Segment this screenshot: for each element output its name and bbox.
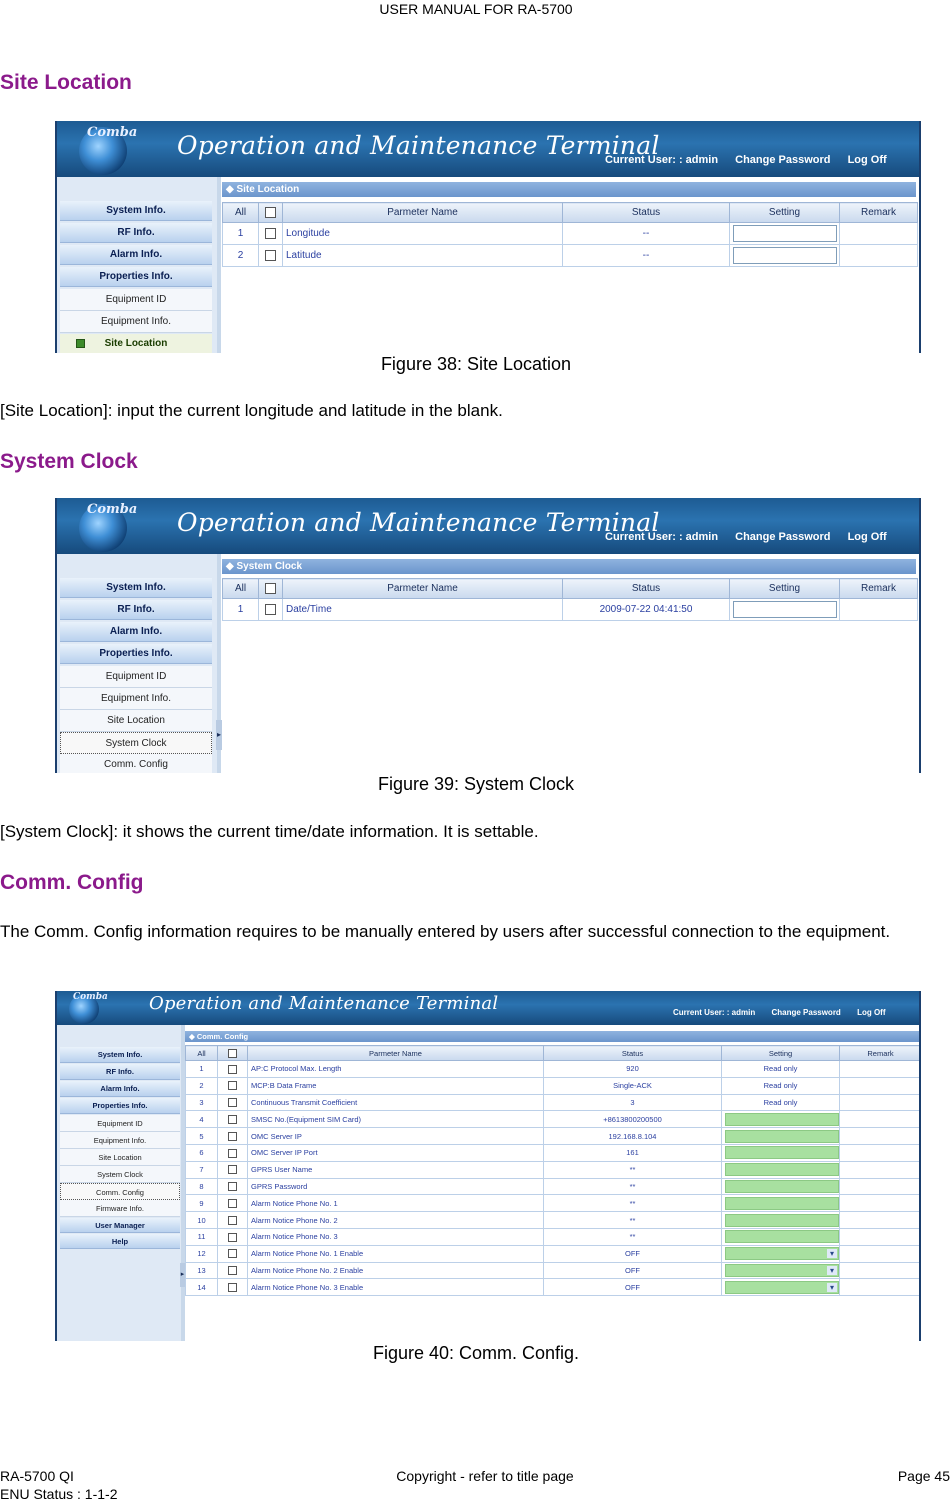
row-setting-cell [730,245,840,267]
longitude-input[interactable] [733,225,837,242]
row-check-cell [218,1094,248,1111]
table-row [186,1144,922,1161]
row-check-cell [218,1128,248,1145]
row-checkbox[interactable] [228,1132,237,1141]
row-checkbox[interactable] [228,1065,237,1074]
row-setting-cell [730,599,840,621]
site-location-table [222,202,918,267]
row-number: 14 [186,1279,218,1296]
diamond-icon: ◆ [226,184,237,195]
col-setting: Setting [730,203,840,223]
sidebar [57,554,217,773]
comm-config-heading: Comm. Config [0,871,144,894]
row-parameter-name: Alarm Notice Phone No. 2 [248,1212,544,1229]
brand-logo: Comba [87,502,138,517]
sidebar-item-comm-config[interactable]: Comm. Config [60,1183,180,1200]
row-check-cell [218,1262,248,1279]
row-status: 161 [544,1144,722,1161]
row-status: ** [544,1161,722,1178]
row-parameter-name: Latitude [283,245,563,267]
row-remark [840,1195,922,1212]
row-status: -- [563,223,730,245]
row-setting-cell [722,1111,840,1128]
comm-config-screenshot [55,991,921,1341]
comm-config-table [185,1045,921,1296]
row-setting-cell [722,1161,840,1178]
row-setting: Read only [722,1077,840,1094]
setting-input[interactable] [725,1214,839,1227]
row-number: 13 [186,1262,218,1279]
col-parameter-name: Parmeter Name [248,1046,544,1061]
row-checkbox[interactable] [228,1216,237,1225]
row-check-cell [218,1061,248,1078]
row-number: 2 [223,245,259,267]
sidebar [57,1025,181,1341]
sidebar-item-firmware-info[interactable]: Firmware Info. [60,1200,180,1217]
diamond-icon: ◆ [226,561,237,572]
brand-logo: Comba [87,125,138,140]
row-check-cell [218,1111,248,1128]
change-password-link[interactable]: Change Password [735,154,831,166]
row-parameter-name: Alarm Notice Phone No. 2 Enable [248,1262,544,1279]
row-parameter-name: AP:C Protocol Max. Length [248,1061,544,1078]
row-parameter-name: Longitude [283,223,563,245]
row-status: ** [544,1195,722,1212]
sidebar-alarm-info[interactable]: Alarm Info. [60,1081,180,1097]
row-remark [840,1161,922,1178]
row-check-cell [218,1245,248,1262]
log-off-link[interactable]: Log Off [857,1008,886,1017]
sidebar-item-comm-config[interactable]: Comm. Config [60,754,212,773]
row-status: 920 [544,1061,722,1078]
row-check-cell [218,1212,248,1229]
figure-40-caption: Figure 40: Comm. Config. [372,1343,580,1363]
setting-input[interactable] [725,1197,839,1210]
row-check-cell [259,223,283,245]
sidebar-rf-info[interactable]: RF Info. [60,223,212,243]
row-setting-cell [722,1195,840,1212]
row-parameter-name: Alarm Notice Phone No. 1 Enable [248,1245,544,1262]
row-parameter-name: Date/Time [283,599,563,621]
sidebar [57,177,217,353]
document-header: USER MANUAL FOR RA-5700 [379,1,573,17]
chevron-down-icon: ▾ [827,1283,837,1292]
table-row [186,1279,922,1296]
col-remark: Remark [840,579,918,599]
user-bar [605,531,887,543]
row-parameter-name: Alarm Notice Phone No. 3 [248,1228,544,1245]
sidebar-properties-info[interactable]: Properties Info. [60,267,212,287]
row-setting-cell [722,1262,840,1279]
row-number: 10 [186,1212,218,1229]
row-setting: Read only [722,1061,840,1078]
row-checkbox[interactable] [228,1115,237,1124]
row-status: ** [544,1228,722,1245]
change-password-link[interactable]: Change Password [735,531,831,543]
row-checkbox[interactable] [228,1249,237,1258]
sidebar-item-system-clock[interactable]: System Clock [60,1166,180,1183]
setting-input[interactable] [725,1113,839,1126]
date-time-input[interactable] [733,601,837,618]
row-number: 12 [186,1245,218,1262]
setting-input[interactable] [725,1146,839,1159]
panel-title-bar [222,559,916,574]
row-number: 6 [186,1144,218,1161]
row-remark [840,1212,922,1229]
setting-input[interactable] [725,1163,839,1176]
setting-select[interactable] [725,1264,839,1277]
row-checkbox[interactable] [265,604,276,615]
row-setting-cell [722,1228,840,1245]
col-parameter-name: Parmeter Name [283,579,563,599]
sidebar-alarm-info[interactable]: Alarm Info. [60,245,212,265]
row-parameter-name: MCP:B Data Frame [248,1077,544,1094]
row-checkbox[interactable] [228,1098,237,1107]
system-clock-table [222,578,918,621]
row-check-cell [259,599,283,621]
current-user-label: Current User: : admin [605,154,719,166]
row-setting: Read only [722,1094,840,1111]
row-remark [840,1077,922,1094]
table-row [186,1178,922,1195]
select-all-checkbox[interactable] [265,583,276,594]
row-number: 1 [223,599,259,621]
row-remark [840,1279,922,1296]
app-title: Operation and Maintenance Terminal [149,993,499,1014]
sidebar-rf-info[interactable]: RF Info. [60,1064,180,1080]
select-all-cell [218,1046,248,1061]
table-row [186,1094,922,1111]
figure-38-caption: Figure 38: Site Location [380,354,572,374]
system-clock-screenshot [55,498,921,773]
sidebar-alarm-info[interactable]: Alarm Info. [60,622,212,642]
comm-config-intro: The Comm. Config information requires to be manually entered by users after successful connection to the equipment. [0,922,891,941]
row-check-cell [218,1161,248,1178]
row-checkbox[interactable] [228,1182,237,1191]
system-clock-heading: System Clock [0,450,138,473]
panel-title-bar [185,1031,920,1042]
table-header-row [223,579,918,599]
row-status: ** [544,1212,722,1229]
app-title: Operation and Maintenance Terminal [177,131,660,160]
sidebar-item-site-location[interactable]: Site Location [60,710,212,732]
row-parameter-name: GPRS Password [248,1178,544,1195]
col-remark: Remark [840,203,918,223]
row-checkbox[interactable] [228,1199,237,1208]
sidebar-system-info[interactable]: System Info. [60,201,212,221]
row-number: 8 [186,1178,218,1195]
row-status: 192.168.8.104 [544,1128,722,1145]
table-row [186,1245,922,1262]
row-parameter-name: Alarm Notice Phone No. 1 [248,1195,544,1212]
row-checkbox[interactable] [228,1081,237,1090]
row-number: 1 [186,1061,218,1078]
col-parameter-name: Parmeter Name [283,203,563,223]
table-row [186,1161,922,1178]
diamond-icon: ◆ [189,1032,197,1041]
table-row [186,1212,922,1229]
panel-title: Comm. Config [196,1032,249,1041]
log-off-link[interactable]: Log Off [847,531,887,543]
setting-input[interactable] [725,1180,839,1193]
select-all-cell [259,579,283,599]
sidebar-properties-info[interactable]: Properties Info. [60,644,212,664]
sidebar-item-equipment-id[interactable]: Equipment ID [60,666,212,688]
row-checkbox[interactable] [228,1233,237,1242]
row-setting-cell [722,1144,840,1161]
system-clock-description: [System Clock]: it shows the current time/date information. It is settable. [0,822,539,841]
row-number: 2 [186,1077,218,1094]
user-bar [673,1008,886,1017]
panel-title: System Clock [236,561,303,572]
row-check-cell [218,1077,248,1094]
sidebar-item-equipment-info[interactable]: Equipment Info. [60,688,212,710]
app-title: Operation and Maintenance Terminal [177,508,660,537]
row-check-cell [218,1144,248,1161]
col-status: Status [544,1046,722,1061]
chevron-down-icon: ▾ [827,1266,837,1275]
row-setting-cell [730,223,840,245]
row-number: 5 [186,1128,218,1145]
row-check-cell [218,1195,248,1212]
row-check-cell [259,245,283,267]
row-number: 11 [186,1228,218,1245]
col-remark: Remark [840,1046,922,1061]
sidebar-system-info[interactable]: System Info. [60,1047,180,1063]
app-banner [57,991,919,1025]
row-checkbox[interactable] [228,1165,237,1174]
row-number: 7 [186,1161,218,1178]
row-status: ** [544,1178,722,1195]
row-remark [840,245,918,267]
sidebar-user-manager[interactable]: User Manager [60,1218,180,1233]
row-status: OFF [544,1245,722,1262]
setting-input[interactable] [725,1230,839,1243]
footer-page-number: Page 45 [897,1468,950,1484]
row-check-cell [218,1279,248,1296]
app-banner [57,121,919,177]
footer-status: ENU Status : 1-1-2 [0,1486,118,1502]
table-row [223,223,918,245]
table-row [186,1128,922,1145]
row-parameter-name: GPRS User Name [248,1161,544,1178]
footer-copyright: Copyright - refer to title page [396,1468,574,1484]
arrow-icon [76,339,85,348]
row-setting-cell [722,1212,840,1229]
col-all[interactable]: All [223,579,259,599]
row-checkbox[interactable] [265,228,276,239]
sidebar-item-equipment-info[interactable]: Equipment Info. [60,311,212,333]
row-status: -- [563,245,730,267]
sidebar-rf-info[interactable]: RF Info. [60,600,212,620]
row-setting-cell [722,1279,840,1296]
col-setting: Setting [722,1046,840,1061]
col-setting: Setting [730,579,840,599]
sidebar-system-info[interactable]: System Info. [60,578,212,598]
table-header-row [223,203,918,223]
row-status: 2009-07-22 04:41:50 [563,599,730,621]
select-all-checkbox[interactable] [228,1049,237,1058]
sidebar-item-equipment-id[interactable]: Equipment ID [60,289,212,311]
site-location-description: [Site Location]: input the current longitude and latitude in the blank. [0,401,503,420]
sidebar-item-equipment-info[interactable]: Equipment Info. [60,1132,180,1149]
row-number: 4 [186,1111,218,1128]
sidebar-item-label: Site Location [104,338,168,349]
panel-title: Site Location [236,184,300,195]
table-header-row [186,1046,922,1061]
row-parameter-name: SMSC No.(Equipment SIM Card) [248,1111,544,1128]
sidebar-help[interactable]: Help [60,1234,180,1249]
setting-select[interactable] [725,1247,839,1260]
brand-logo: Comba [73,992,108,1002]
row-checkbox[interactable] [265,250,276,261]
app-banner [57,498,919,554]
table-row [186,1077,922,1094]
row-number: 1 [223,223,259,245]
change-password-link[interactable]: Change Password [771,1008,841,1017]
site-location-screenshot [55,121,921,353]
row-status: OFF [544,1262,722,1279]
row-status: Single-ACK [544,1077,722,1094]
row-status: OFF [544,1279,722,1296]
row-check-cell [218,1178,248,1195]
panel-title-bar [222,182,916,197]
row-remark [840,599,918,621]
row-remark [840,1111,922,1128]
row-remark [840,1144,922,1161]
sidebar-item-site-location[interactable] [60,334,212,353]
row-parameter-name: Alarm Notice Phone No. 3 Enable [248,1279,544,1296]
select-all-checkbox[interactable] [265,207,276,218]
collapse-arrow-icon[interactable]: ▸ [216,720,222,750]
table-row [186,1262,922,1279]
row-remark [840,1262,922,1279]
chevron-down-icon: ▾ [827,1249,837,1258]
setting-select[interactable] [725,1281,839,1294]
row-remark [840,1178,922,1195]
row-remark [840,1128,922,1145]
row-setting-cell [722,1178,840,1195]
table-row [186,1228,922,1245]
row-parameter-name: OMC Server IP Port [248,1144,544,1161]
row-setting-cell [722,1245,840,1262]
select-all-cell [259,203,283,223]
row-remark [840,1245,922,1262]
footer-doc-id: RA-5700 QI [0,1468,74,1484]
current-user-label: Current User: : admin [605,531,719,543]
setting-input[interactable] [725,1130,839,1143]
row-parameter-name: OMC Server IP [248,1128,544,1145]
table-row [223,599,918,621]
row-checkbox[interactable] [228,1149,237,1158]
row-check-cell [218,1228,248,1245]
row-remark [840,223,918,245]
figure-39-caption: Figure 39: System Clock [377,774,575,794]
row-remark [840,1228,922,1245]
sidebar-item-system-clock[interactable]: System Clock [60,732,212,754]
table-row [186,1061,922,1078]
col-status: Status [563,579,730,599]
row-setting-cell [722,1128,840,1145]
user-bar [605,154,887,166]
sidebar-item-site-location[interactable]: Site Location [60,1149,180,1166]
current-user-label: Current User: : admin [673,1008,756,1017]
col-all[interactable]: All [223,203,259,223]
log-off-link[interactable]: Log Off [847,154,887,166]
footer-left [0,1467,118,1503]
table-row [223,245,918,267]
sidebar-item-equipment-id[interactable]: Equipment ID [60,1115,180,1132]
row-checkbox[interactable] [228,1266,237,1275]
latitude-input[interactable] [733,247,837,264]
row-status: 3 [544,1094,722,1111]
splitter[interactable] [217,177,221,353]
row-status: +8613800200500 [544,1111,722,1128]
table-row [186,1195,922,1212]
col-status: Status [563,203,730,223]
table-row [186,1111,922,1128]
collapse-arrow-icon[interactable]: ▸ [180,1263,185,1287]
row-parameter-name: Continuous Transmit Coefficient [248,1094,544,1111]
row-number: 9 [186,1195,218,1212]
site-location-heading: Site Location [0,71,132,94]
sidebar-properties-info[interactable]: Properties Info. [60,1098,180,1114]
row-checkbox[interactable] [228,1283,237,1292]
row-remark [840,1094,922,1111]
row-number: 3 [186,1094,218,1111]
row-remark [840,1061,922,1078]
col-all[interactable]: All [186,1046,218,1061]
